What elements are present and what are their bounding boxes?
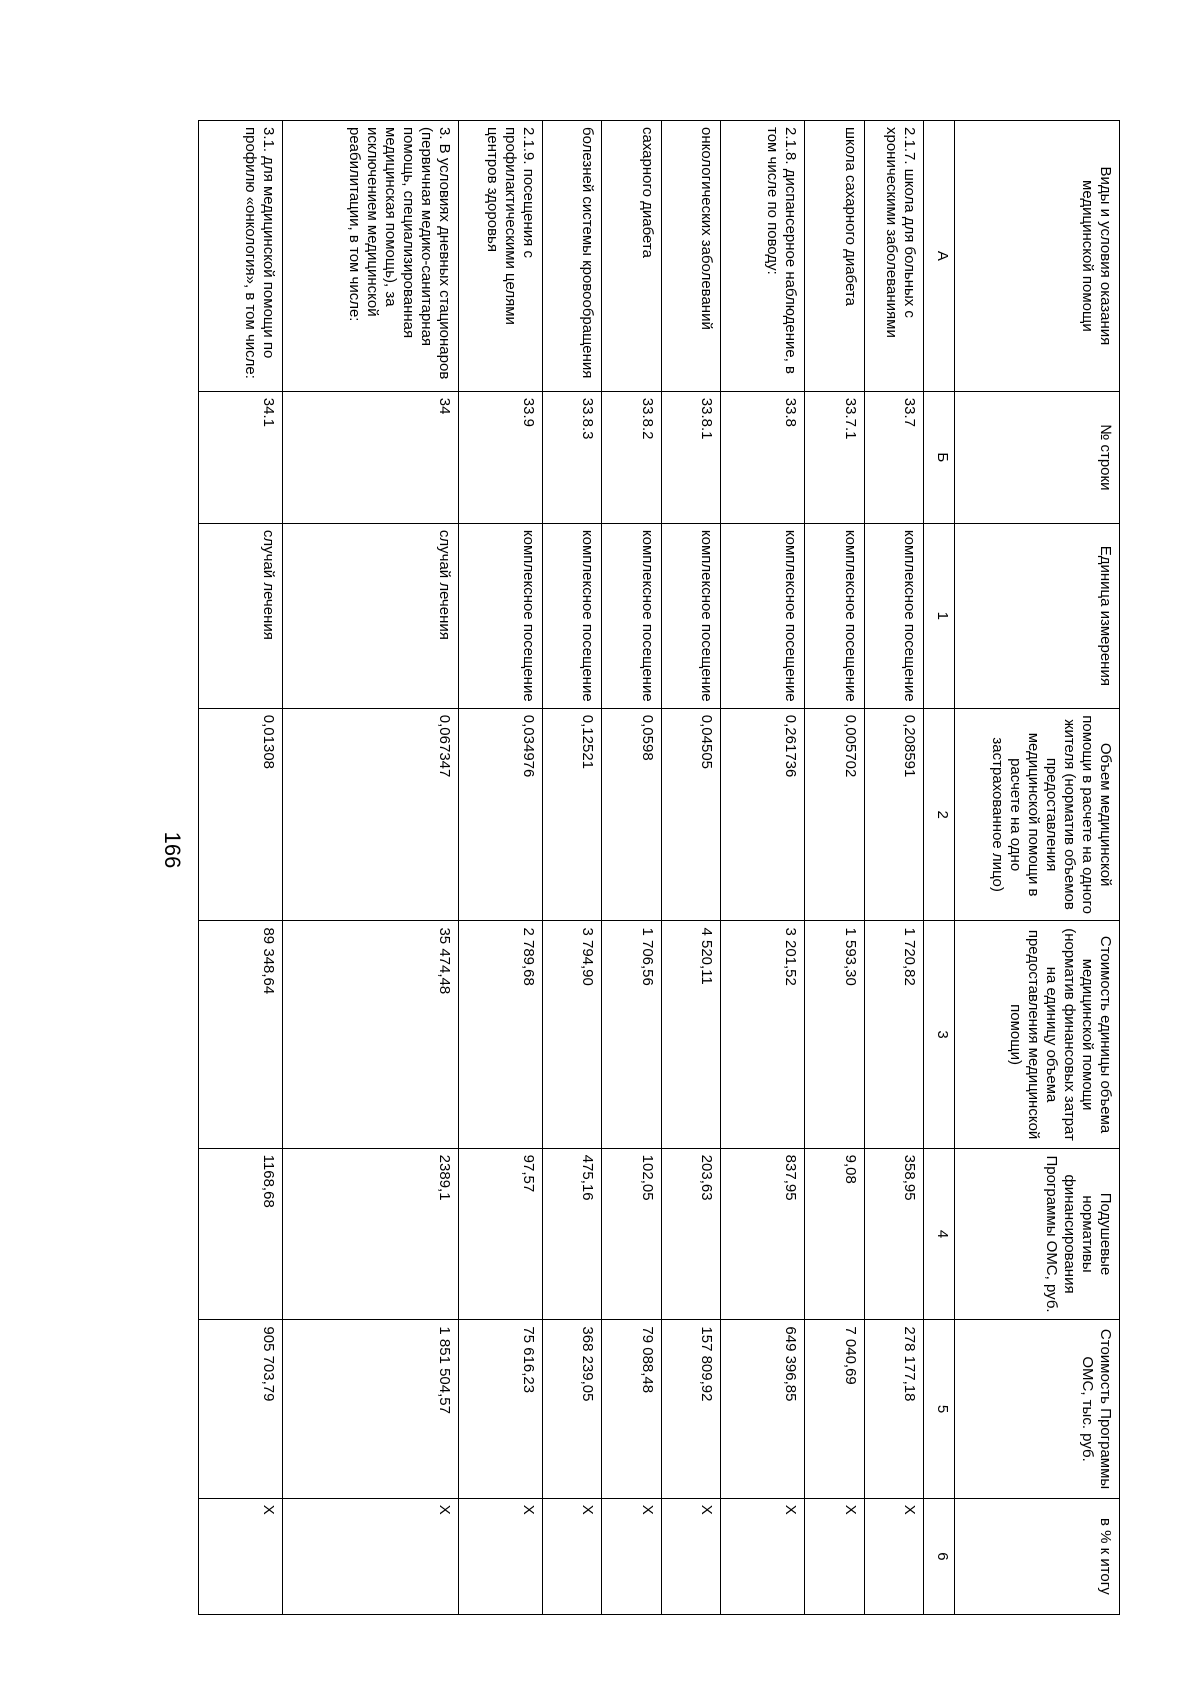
cell-unit: комплексное посещение <box>805 523 864 708</box>
cell-percent: Х <box>805 1498 864 1614</box>
header-percent: в % к итогу <box>955 1498 1120 1614</box>
cell-per-capita: 1168,68 <box>199 1148 283 1320</box>
header-volume: Объем медицинской помощи в расчете на одного жителя (норматив объемов предоставления медицинской помощи в расчете на одно застрахованное лицо) <box>955 708 1120 921</box>
cell-program-cost: 649 396,85 <box>721 1320 805 1498</box>
cell-program-cost: 905 703,79 <box>199 1320 283 1498</box>
cell-unit-cost: 2 789,68 <box>459 921 543 1148</box>
cell-unit: комплексное посещение <box>661 523 720 708</box>
cell-program-cost: 368 239,05 <box>542 1320 601 1498</box>
cell-kind: 2.1.7. школа для больных с хроническими заболеваниями <box>864 121 923 392</box>
header-program-cost: Стоимость Программы ОМС, тыс. руб. <box>955 1320 1120 1498</box>
column-index: А <box>924 121 955 392</box>
cell-unit: комплексное посещение <box>602 523 661 708</box>
cell-program-cost: 79 088,48 <box>602 1320 661 1498</box>
cell-unit: случай лечения <box>282 523 458 708</box>
header-unit-cost: Стоимость единицы объема медицинской помощи (норматив финансовых затрат на единицу объема предоставления медицинской помощи) <box>955 921 1120 1148</box>
cell-percent: Х <box>459 1498 543 1614</box>
cell-kind: болезней системы кровообращения <box>542 121 601 392</box>
column-index: 6 <box>924 1498 955 1614</box>
table-row <box>199 121 283 1615</box>
cell-unit-cost: 1 593,30 <box>805 921 864 1148</box>
table-row <box>805 121 864 1615</box>
cell-unit-cost: 89 348,64 <box>199 921 283 1148</box>
header-row-number: № строки <box>955 391 1120 523</box>
cell-per-capita: 97,57 <box>459 1148 543 1320</box>
header-per-capita: Подушевые нормативы финансирования Программы ОМС, руб. <box>955 1148 1120 1320</box>
cell-kind: онкологических заболеваний <box>661 121 720 392</box>
cell-unit-cost: 1 720,82 <box>864 921 923 1148</box>
cell-kind: 3. В условиях дневных стационаров (первичная медико-санитарная помощь, специализированная медицинская помощь), за исключением медицинской реабилитации, в том числе: <box>282 121 458 392</box>
cell-kind: 2.1.8. диспансерное наблюдение, в том числе по поводу: <box>721 121 805 392</box>
cell-volume: 0,005702 <box>805 708 864 921</box>
cell-row-number: 33.9 <box>459 391 543 523</box>
cell-unit-cost: 1 706,56 <box>602 921 661 1148</box>
cell-unit-cost: 3 201,52 <box>721 921 805 1148</box>
cell-unit-cost: 35 474,48 <box>282 921 458 1148</box>
table-rotation-frame <box>198 120 1120 1615</box>
cell-percent: Х <box>199 1498 283 1614</box>
column-index: 1 <box>924 523 955 708</box>
cell-percent: Х <box>602 1498 661 1614</box>
column-index: 3 <box>924 921 955 1148</box>
cell-unit-cost: 4 520,11 <box>661 921 720 1148</box>
page-number: 166 <box>160 831 185 869</box>
column-index: Б <box>924 391 955 523</box>
column-index: 2 <box>924 708 955 921</box>
cell-unit: комплексное посещение <box>542 523 601 708</box>
cell-row-number: 34 <box>282 391 458 523</box>
column-index: 4 <box>924 1148 955 1320</box>
cell-volume: 0,01308 <box>199 708 283 921</box>
cell-unit-cost: 3 794,90 <box>542 921 601 1148</box>
cell-volume: 0,0598 <box>602 708 661 921</box>
column-index: 5 <box>924 1320 955 1498</box>
table-row <box>864 121 923 1615</box>
cell-per-capita: 9,08 <box>805 1148 864 1320</box>
cell-per-capita: 475,16 <box>542 1148 601 1320</box>
cell-per-capita: 2389,1 <box>282 1148 458 1320</box>
column-index-row <box>924 121 955 1615</box>
cell-per-capita: 102,05 <box>602 1148 661 1320</box>
cell-per-capita: 203,63 <box>661 1148 720 1320</box>
cell-row-number: 34.1 <box>199 391 283 523</box>
cell-row-number: 33.8 <box>721 391 805 523</box>
header-row <box>955 121 1120 1615</box>
table-row <box>602 121 661 1615</box>
cell-percent: Х <box>282 1498 458 1614</box>
cell-row-number: 33.8.1 <box>661 391 720 523</box>
cell-kind: 3.1. для медицинской помощи по профилю «онкология», в том числе: <box>199 121 283 392</box>
cell-row-number: 33.8.3 <box>542 391 601 523</box>
cell-program-cost: 157 809,92 <box>661 1320 720 1498</box>
cell-unit: комплексное посещение <box>459 523 543 708</box>
cell-kind: школа сахарного диабета <box>805 121 864 392</box>
cell-program-cost: 1 851 504,57 <box>282 1320 458 1498</box>
cell-unit: случай лечения <box>199 523 283 708</box>
header-unit: Единица измерения <box>955 523 1120 708</box>
cell-per-capita: 837,95 <box>721 1148 805 1320</box>
cell-per-capita: 358,95 <box>864 1148 923 1320</box>
financing-table <box>198 120 1120 1615</box>
cell-unit: комплексное посещение <box>864 523 923 708</box>
cell-row-number: 33.8.2 <box>602 391 661 523</box>
header-kind: Виды и условия оказания медицинской помощи <box>955 121 1120 392</box>
cell-program-cost: 7 040,69 <box>805 1320 864 1498</box>
table-row <box>721 121 805 1615</box>
table-row <box>661 121 720 1615</box>
cell-row-number: 33.7 <box>864 391 923 523</box>
cell-percent: Х <box>721 1498 805 1614</box>
cell-unit: комплексное посещение <box>721 523 805 708</box>
cell-program-cost: 278 177,18 <box>864 1320 923 1498</box>
cell-program-cost: 75 616,23 <box>459 1320 543 1498</box>
table-row <box>282 121 458 1615</box>
cell-volume: 0,034976 <box>459 708 543 921</box>
table-wrapper <box>198 120 1120 1615</box>
cell-kind: сахарного диабета <box>602 121 661 392</box>
cell-row-number: 33.7.1 <box>805 391 864 523</box>
table-row <box>459 121 543 1615</box>
cell-percent: Х <box>542 1498 601 1614</box>
cell-volume: 0,04505 <box>661 708 720 921</box>
cell-percent: Х <box>661 1498 720 1614</box>
table-row <box>542 121 601 1615</box>
cell-volume: 0,12521 <box>542 708 601 921</box>
cell-volume: 0,261736 <box>721 708 805 921</box>
cell-volume: 0,208591 <box>864 708 923 921</box>
cell-percent: Х <box>864 1498 923 1614</box>
cell-volume: 0,067347 <box>282 708 458 921</box>
cell-kind: 2.1.9. посещения с профилактическими целями центров здоровья <box>459 121 543 392</box>
